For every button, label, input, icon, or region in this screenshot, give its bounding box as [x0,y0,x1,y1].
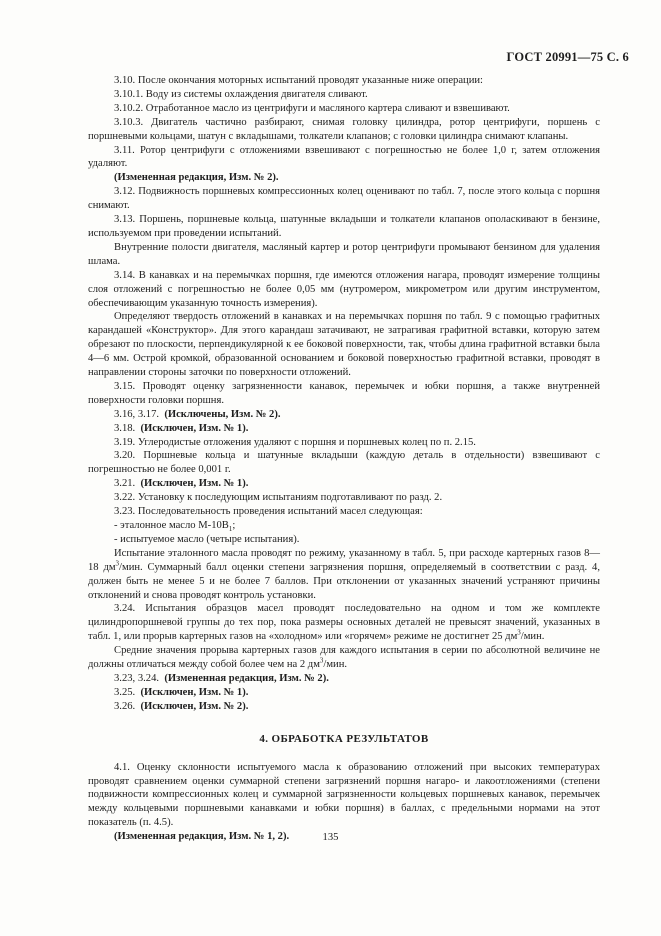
paragraph-3-15: 3.15. Проводят оценку загрязненности канавок, перемычек и юбки поршня, а также внутренней поверхности головки поршня. [88,380,600,406]
paragraph-3-10: 3.10. После окончания моторных испытаний проводят указанные ниже операции: [114,75,483,86]
paragraph-3-10-3: 3.10.3. Двигатель частично разбирают, снимая головку цилиндра, ротор центрифуги, поршень с поршневыми кольцами, шатун с вкладышами, толкатели клапанов; с головки цилиндра снимают клапаны. [88,116,600,142]
paragraph-3-16-3-17 [88,408,600,422]
paragraph-3-23-cont: Испытание эталонного масла проводят по режиму, указанному в табл. 5, при расходе картерных газов 8—18 $дм^3$/мин. Суммарный балл оценки степени загрязнения поршня, определяемый в соответствии с разд. 4, должен быть не менее 5 и не более 7 баллов. При отклонении от указанных значений устраняют причины отклонений и снова проводят контроль установки. [88,547,600,601]
paragraph-3-18 [88,422,600,436]
clause-number: 3.16, 3.17. [114,408,160,420]
amendment-note: (Исключен, Изм. № 1). [140,686,249,698]
paragraph-3-24: 3.24. Испытания образцов масел проводят последовательно на одном и том же комплекте цилиндропоршневой группы до тех пор, пока размеры основных деталей не превысят значений, указанных в табл. 1, или прорыв картерных газов на «холодном» или «горячем» режиме не достигнет 25 $дм^3$/мин. [88,603,600,643]
paragraph-3-24-cont: Средние значения прорыва картерных газов для каждого испытания в серии по абсолютной величине не должны отличаться между собой более чем на 2 $дм^3$/мин. [88,645,600,671]
paragraph-3-10-1: 3.10.1. Воду из системы охлаждения двигателя сливают. [114,88,368,100]
paragraph-3-23-3-24-amendment [88,672,600,686]
paragraph-3-21 [88,477,600,491]
amendment-note: (Измененная редакция, Изм. № 1, 2). [114,831,290,843]
clause-number: 3.21. [114,478,136,490]
paragraph-4-1: 4.1. Оценку склонности испытуемого масла к образованию отложений при высоких температурах проводят сравнением оценки суммарной степени загрязнений поршня нагаро- и лакоотложениями (степени подвижности компрессионных колец и суммарной загрязненности кольцевых поршневых канавок, перемычек между кольцевыми поршневыми канавками и юбки поршня) в баллах, с предельными нормами на этот показатель (п. 4.5). [88,761,600,829]
amendment-note: (Исключен, Изм. № 1). [140,422,249,434]
paragraph-3-20: 3.20. Поршневые кольца и шатунные вкладыши (каждую деталь в отдельности) взвешивают с погрешностью не более 0,001 г. [88,450,600,476]
paragraph-3-12: 3.12. Подвижность поршневых компрессионных колец оценивают по табл. 7, после этого кольца с поршня снимают. [88,186,600,212]
paragraph-3-10-2: 3.10.2. Отработанное масло из центрифуги и масляного картера сливают и взвешивают. [114,102,510,114]
section-title: 4. ОБРАБОТКА РЕЗУЛЬТАТОВ [259,732,429,745]
paragraph-3-19: 3.19. Углеродистые отложения удаляют с поршня и поршневых колец по п. 2.15. [114,436,476,448]
paragraph-3-22: 3.22. Установку к последующим испытаниям подготавливают по разд. 2. [114,492,443,504]
amendment-note: (Исключен, Изм. № 2). [140,700,249,712]
amendment-note: (Измененная редакция, Изм. № 2). [164,672,329,684]
list-item-test-oil: - испытуемое масло (четыре испытания). [114,533,300,545]
paragraph-3-25 [88,686,600,700]
amendment-note: (Измененная редакция, Изм. № 2). [114,172,279,184]
paragraph-3-13-cont: Внутренние полости двигателя, масляный картер и ротор центрифуги промывают бензином для удаления шлама. [88,241,600,267]
paragraph-3-23: 3.23. Последовательность проведения испытаний масел следующая: [114,506,423,518]
paragraph-3-13: 3.13. Поршень, поршневые кольца, шатунные вкладыши и толкатели клапанов ополаскивают в бензине, используемом при проведении испытаний. [88,214,600,239]
paragraph-3-11: 3.11. Ротор центрифуги с отложениями взвешивают с погрешностью не более 1,0 г, затем отложения удаляют. [88,144,600,170]
page-number: 135 [322,832,339,843]
document-body [88,74,600,844]
paragraph-3-14-cont: Определяют твердость отложений в канавках и на перемычках поршня по табл. 9 с помощью графитных карандашей «Конструктор». Для этого карандаш затачивают, не затрагивая графитной вставки, которую затем обрезают по плоскости, перпендикулярной к ее боковой поверхности, так, чтобы длина графитной вставки была 4—6 мм. Острой кромкой, образованной основанием и боковой поверхностью графитной вставки, проводят в направлении стороны заточки по поверхности отложений. [88,311,600,379]
paragraph-3-26 [88,700,600,714]
list-item-reference-oil: - эталонное масло $М-10В_1$; [114,520,236,534]
amendment-note: (Исключены, Изм. № 2). [164,408,281,420]
paragraph-3-14: 3.14. В канавках и на перемычках поршня, где имеются отложения нагара, проводят измерение толщины слоя отложений с погрешностью не более 0,05 мм (нутромером, микрометром или другим инструментом, обеспечивающим указанную точность измерения). [88,269,600,309]
clause-number: 3.25. [114,686,136,698]
amendment-note: (Исключен, Изм. № 1). [140,478,249,490]
page-header: ГОСТ 20991—75 С. 6 [506,50,629,64]
clause-number: 3.23, 3.24. [114,672,160,684]
clause-number: 3.18. [114,422,136,434]
clause-number: 3.26. [114,700,136,712]
